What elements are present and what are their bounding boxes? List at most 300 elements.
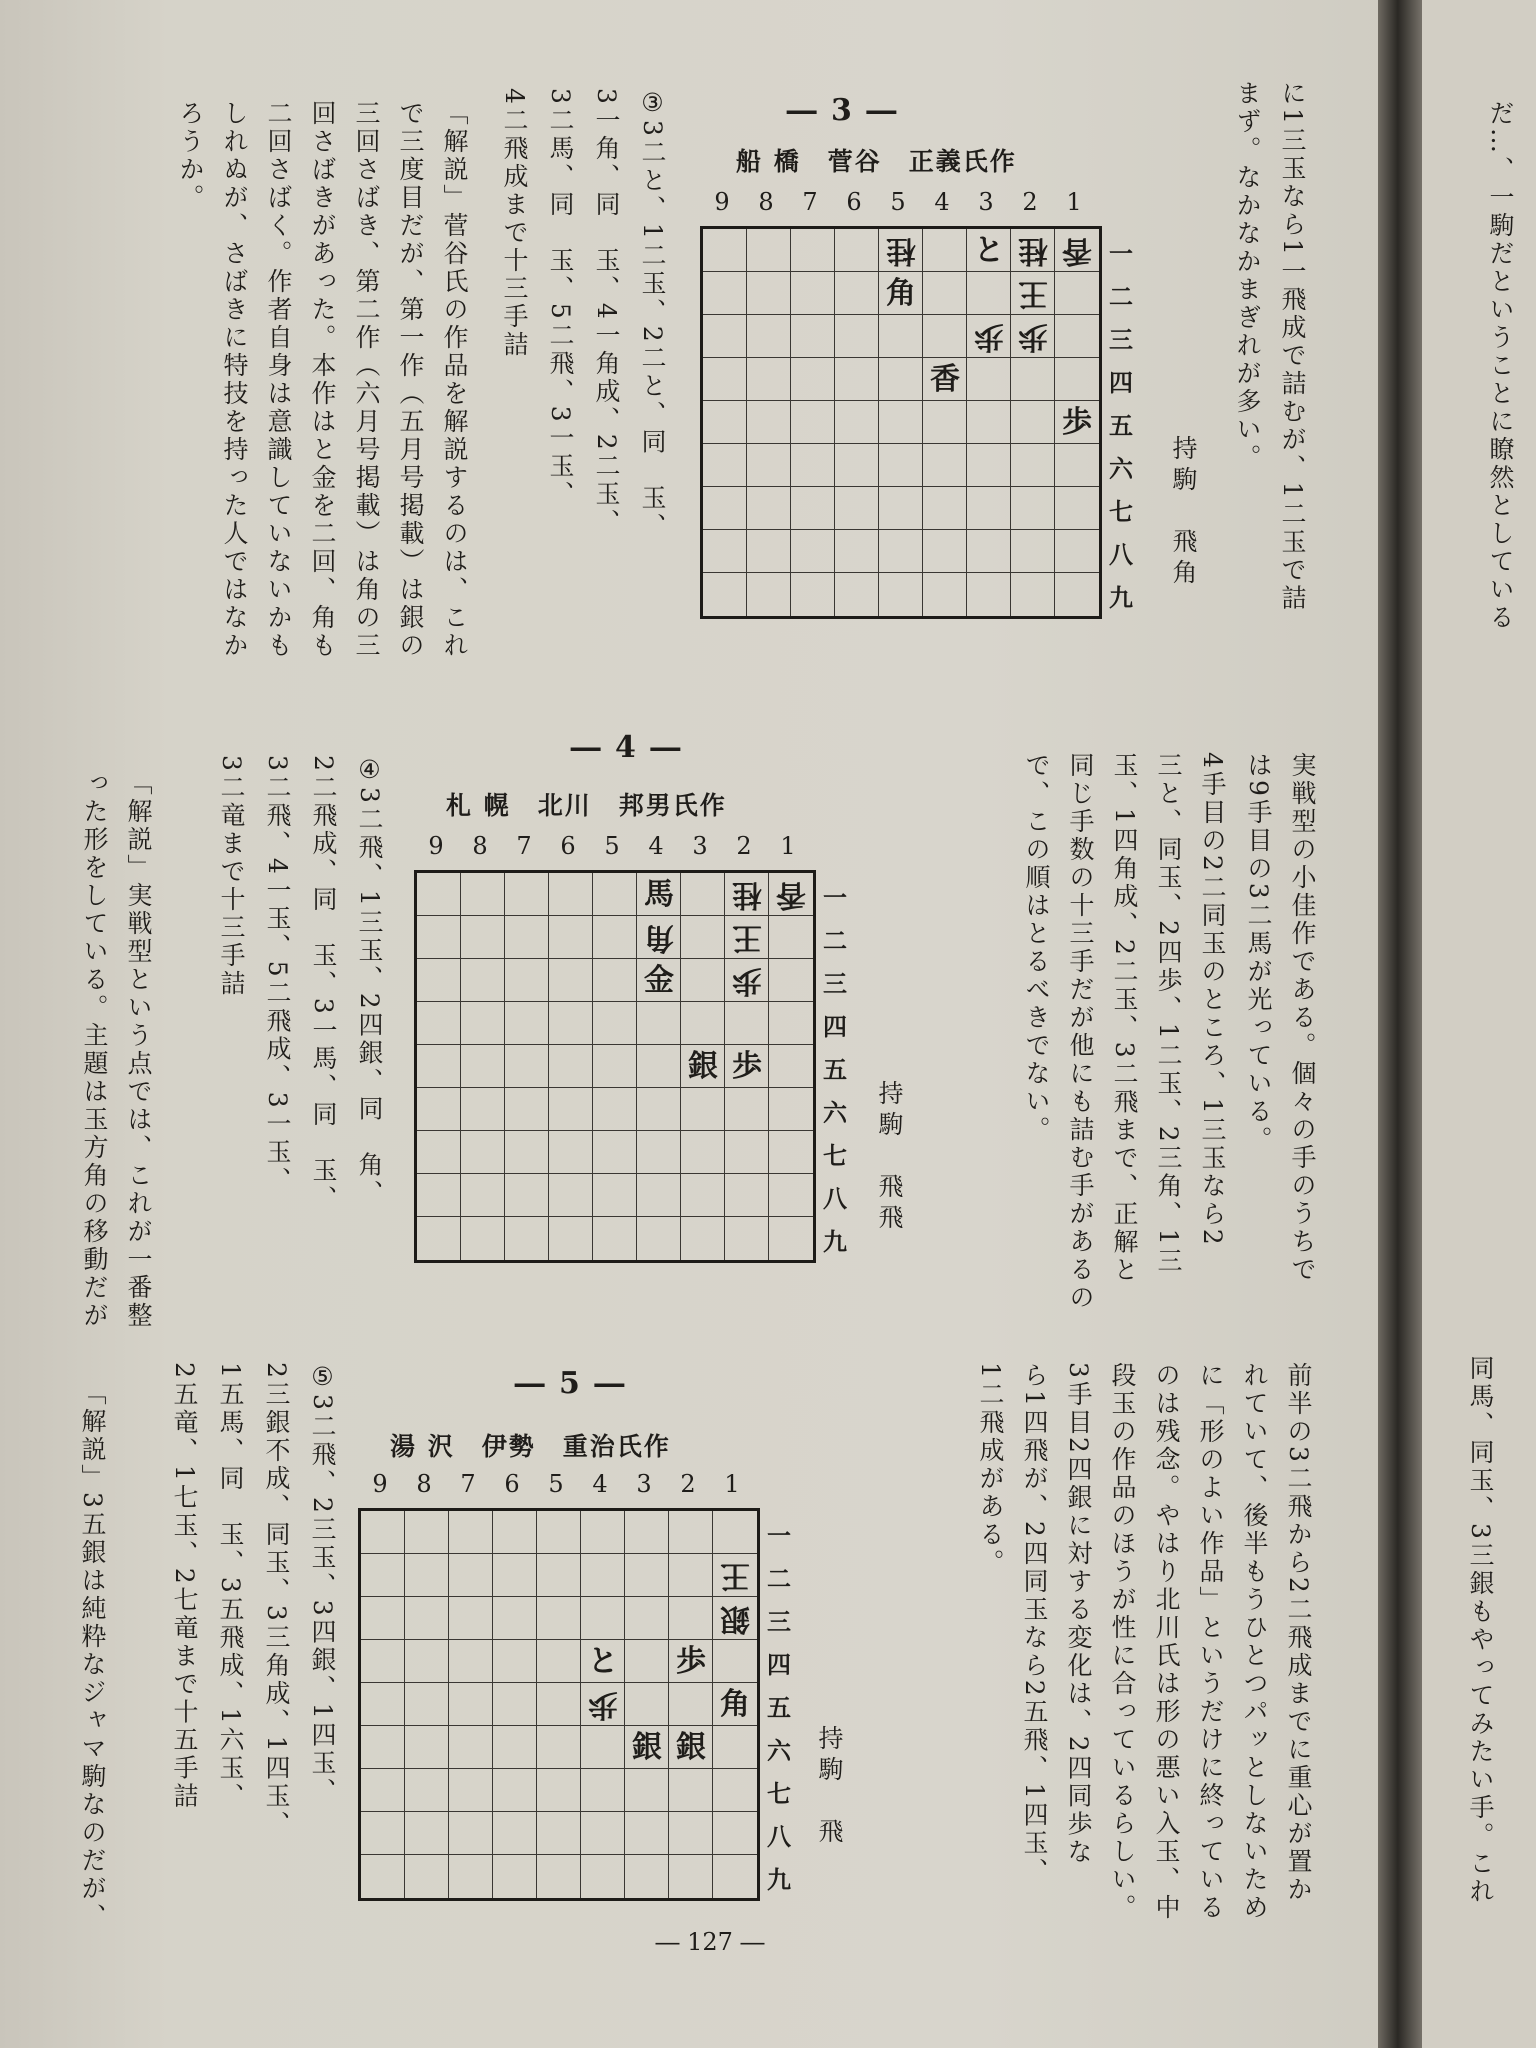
sol3-line: 三回さばき、第二作（六月号掲載）は角の三 [352,100,381,660]
shogi-piece: 歩 [732,1049,762,1084]
board-square [417,1088,461,1131]
file-label: 4 [592,1470,608,1498]
board-square [581,1855,625,1898]
board-square [1011,487,1055,530]
board-square [581,1554,625,1597]
left_columns-line: のは残念。やはり北川氏は形の悪い入玉、中 [1152,1362,1181,1922]
board-square [835,401,879,444]
board-square [549,1131,593,1174]
board-square [549,1217,593,1260]
board-square [405,1769,449,1812]
board-square [747,573,791,616]
rank-label: 九 [823,1227,847,1256]
board-square [505,1088,549,1131]
board-square [549,959,593,1002]
board-square [593,1174,637,1217]
board-square [835,229,879,272]
board-square [593,1002,637,1045]
board-square [669,1769,713,1812]
board-square [791,487,835,530]
board-square [405,1855,449,1898]
board-square [625,1683,669,1726]
board-square [505,916,549,959]
file-label: 2 [736,832,752,860]
sol3-line: で三度目だが、第一作（五月号掲載）は銀の [396,100,425,660]
board-square [747,315,791,358]
board-square [747,530,791,573]
file-label: 7 [516,832,532,860]
mochi-pieces: 飛角 [1169,528,1198,590]
left_columns-line: まず。なかなかまぎれが多い。 [1233,80,1262,472]
board-square [747,487,791,530]
left_columns-line: は9手目の3二馬が光っている。 [1244,752,1273,1154]
board-square [493,1683,537,1726]
rank-label: 九 [767,1865,791,1894]
file-label: 5 [548,1470,564,1498]
file-label: 7 [460,1470,476,1498]
board-square [791,358,835,401]
rank-label: 八 [1109,540,1133,569]
board-square [637,1217,681,1260]
board-square [549,873,593,916]
board-square [549,1174,593,1217]
board-square [361,1597,405,1640]
board-square [461,1088,505,1131]
board-square [505,1217,549,1260]
file-label: 6 [846,188,862,216]
sol4-line: 3二竜まで十三手詰 [217,755,246,998]
board-square [669,1812,713,1855]
board-square [713,1812,757,1855]
board-square [405,1597,449,1640]
board-square [461,1174,505,1217]
board-square [505,1131,549,1174]
board-square [835,272,879,315]
board-square [879,487,923,530]
pieces-in-hand [871,1080,907,1235]
board-square [923,530,967,573]
file-label: 5 [604,832,620,860]
board-square [791,272,835,315]
problem-author: 湯 沢 伊勢 重治氏作 [390,1432,671,1461]
board-square [967,401,1011,444]
pieces-in-hand [1165,435,1201,590]
board-square [625,1640,669,1683]
rank-label: 一 [767,1521,791,1550]
board-square [879,530,923,573]
board-square [669,1683,713,1726]
rank-label: 六 [1109,454,1133,483]
board-square [967,487,1011,530]
board-square [405,1511,449,1554]
board-square [669,1554,713,1597]
rank-label: 三 [767,1607,791,1636]
board-square [581,1511,625,1554]
board-square [923,229,967,272]
board-square [417,1002,461,1045]
left_columns-line: ら1四飛が、2四同玉なら2五飛、1四玉、 [1020,1362,1049,1886]
left_columns-line: 同じ手数の十三手だが他にも詰む手があるの [1066,752,1095,1312]
board-square [713,1640,757,1683]
shogi-piece: 角 [886,276,916,311]
board-square [681,1174,725,1217]
file-label: 9 [428,832,444,860]
shogi-piece: 歩 [1062,405,1092,440]
sol3-line: 3二馬、同 玉、5二飛、3一玉、 [546,88,575,509]
board-square [703,272,747,315]
board-square [493,1726,537,1769]
board-square [703,444,747,487]
board-square [493,1812,537,1855]
board-square [361,1769,405,1812]
left_columns-line: 前半の3二飛から2二飛成までに重心が置か [1284,1362,1313,1904]
board-square [449,1855,493,1898]
board-square [449,1683,493,1726]
rank-label: 一 [1109,239,1133,268]
pieces-in-hand [811,1725,847,1849]
rank-label: 六 [823,1098,847,1127]
board-square [493,1769,537,1812]
board-square [879,358,923,401]
board-square [747,229,791,272]
left_columns-line: 三と、同玉、2四歩、1二玉、2三角、1三 [1154,752,1183,1276]
board-square [505,1045,549,1088]
board-square [835,358,879,401]
board-square [835,444,879,487]
shogi-piece: 銀 [688,1049,718,1084]
file-label: 4 [934,188,950,216]
board-square [1011,444,1055,487]
shogi-piece: 角 [720,1687,750,1722]
board-square [681,959,725,1002]
board-square [769,916,813,959]
sol3-line: しれぬが、さばきに特技を持った人ではなか [220,100,249,660]
file-label: 2 [1022,188,1038,216]
rank-label: 二 [767,1564,791,1593]
board-square [361,1683,405,1726]
board-square [361,1812,405,1855]
shogi-piece: 王 [720,1558,750,1593]
board-square [405,1726,449,1769]
board-square [1055,573,1099,616]
board-square [537,1855,581,1898]
board-square [725,1217,769,1260]
board-square [703,315,747,358]
board-square [747,401,791,444]
shogi-piece: 歩 [732,963,762,998]
board-square [537,1683,581,1726]
board-square [637,1174,681,1217]
file-label: 9 [714,188,730,216]
board-square [493,1597,537,1640]
mochi-label: 持駒 [815,1725,844,1787]
board-square [581,1769,625,1812]
board-square [417,1045,461,1088]
board-square [461,1217,505,1260]
next-page-top-text: だ…、一駒だということに瞭然としている [1486,100,1515,632]
problem-number: ― 5 ― [514,1366,627,1401]
board-square [923,444,967,487]
left_columns-line: 段玉の作品のほうが性に合っているらしい。 [1108,1362,1137,1922]
board-square [923,573,967,616]
board-square [461,873,505,916]
board-square [879,315,923,358]
page-number: ― 127 ― [655,1928,765,1956]
file-label: 6 [560,832,576,860]
shogi-piece: 王 [1018,276,1048,311]
board-square [713,1855,757,1898]
sol3-line: 3一角、同 玉、4一角成、2二玉、 [592,88,621,537]
board-square [593,1088,637,1131]
next-page-edge [1422,0,1536,2048]
board-square [835,487,879,530]
board-square [581,1812,625,1855]
sol3-line: ③3二と、1二玉、2二と、同 玉、 [638,88,667,541]
left_columns-line: 3手目2四銀に対する変化は、2四同歩な [1064,1362,1093,1867]
board-square [791,444,835,487]
board-square [593,1217,637,1260]
board-square [537,1812,581,1855]
board-square [417,916,461,959]
board-square [593,873,637,916]
board-square [681,916,725,959]
board-square [681,1002,725,1045]
shogi-piece: 香 [1062,233,1092,268]
problem-author: 船 橋 菅谷 正義氏作 [736,147,1017,176]
file-label: 3 [692,832,708,860]
board-square [1055,358,1099,401]
file-label: 7 [802,188,818,216]
sol4-line: 3二飛、4一玉、5二飛成、3一玉、 [263,755,292,1195]
board-square [461,916,505,959]
file-label: 1 [1066,188,1082,216]
file-label: 2 [680,1470,696,1498]
board-square [791,229,835,272]
board-square [505,1002,549,1045]
rank-label: 七 [1109,497,1133,526]
left_columns-line: で、この順はとるべきでない。 [1022,752,1051,1144]
board-square [1055,272,1099,315]
board-square [625,1554,669,1597]
board-square [747,272,791,315]
board-square [1011,573,1055,616]
board-square [879,444,923,487]
board-square [835,530,879,573]
board-square [549,916,593,959]
board-square [791,530,835,573]
board-square [361,1855,405,1898]
rank-label: 八 [823,1184,847,1213]
rank-label: 四 [767,1650,791,1679]
rank-label: 三 [823,969,847,998]
file-label: 4 [648,832,664,860]
sol4-line: 2二飛成、同 玉、3一馬、同 玉、 [309,755,338,1213]
board-square [361,1640,405,1683]
rank-label: 八 [767,1822,791,1851]
mochi-label: 持駒 [875,1080,904,1142]
board-square [923,487,967,530]
board-square [625,1855,669,1898]
shogi-piece: 馬 [644,877,674,912]
board-square [549,1002,593,1045]
board-square [769,1088,813,1131]
shogi-piece: と [974,233,1004,268]
left_columns-line: 実戦型の小佳作である。個々の手のうちで [1288,752,1317,1284]
mochi-pieces: 飛 [815,1818,844,1849]
board-square [417,1131,461,1174]
board-square [537,1769,581,1812]
shogi-board [700,226,1102,619]
problem-author: 札 幌 北川 邦男氏作 [446,791,727,820]
problem-number: ― 3 ― [786,93,899,128]
board-square [967,573,1011,616]
board-square [769,1045,813,1088]
board-square [637,1088,681,1131]
board-square [581,1597,625,1640]
file-label: 8 [416,1470,432,1498]
file-label: 5 [890,188,906,216]
shogi-piece: 歩 [588,1687,618,1722]
board-square [747,444,791,487]
board-square [835,573,879,616]
board-square [637,1002,681,1045]
board-square [461,1045,505,1088]
board-square [417,959,461,1002]
board-square [669,1511,713,1554]
board-square [449,1812,493,1855]
rank-label: 二 [823,926,847,955]
board-square [725,1131,769,1174]
board-square [769,959,813,1002]
rank-label: 九 [1109,583,1133,612]
rank-label: 五 [1109,411,1133,440]
shogi-piece: 桂 [1018,233,1048,268]
board-square [703,401,747,444]
board-square [493,1511,537,1554]
board-square [835,315,879,358]
board-square [537,1640,581,1683]
board-square [703,487,747,530]
board-square [537,1597,581,1640]
left_columns-line: 4手目の2二同玉のところ、1三玉なら2 [1198,752,1227,1248]
board-square [681,1088,725,1131]
board-square [681,873,725,916]
sol3-line: ろうか。 [176,100,205,212]
board-square [449,1554,493,1597]
board-square [713,1769,757,1812]
rank-label: 四 [1109,368,1133,397]
left_columns-line: 玉、1四角成、2二玉、3二飛まで、正解と [1110,752,1139,1285]
board-square [769,1002,813,1045]
board-square [593,916,637,959]
shogi-piece: 王 [732,920,762,955]
board-square [593,1131,637,1174]
board-square [769,1217,813,1260]
board-square [537,1511,581,1554]
file-label: 8 [758,188,774,216]
sol5-line: 「解説」3五銀は純粋なジャマ駒なのだが、 [78,1380,107,1931]
board-square [593,959,637,1002]
board-square [923,272,967,315]
file-label: 8 [472,832,488,860]
board-square [405,1683,449,1726]
board-square [461,1002,505,1045]
shogi-piece: 歩 [676,1644,706,1679]
board-square [625,1812,669,1855]
board-square [593,1045,637,1088]
file-label: 3 [636,1470,652,1498]
board-square [703,573,747,616]
board-square [703,358,747,401]
board-square [1055,487,1099,530]
left_columns-line: に「形のよい作品」というだけに終っている [1196,1362,1225,1922]
board-square [625,1597,669,1640]
file-label: 1 [780,832,796,860]
board-square [505,873,549,916]
board-square [449,1769,493,1812]
shogi-board [358,1508,760,1901]
left_columns-line: 1二飛成がある。 [976,1362,1005,1577]
problem-number: ― 4 ― [570,730,683,765]
shogi-piece: 香 [930,362,960,397]
sol5-line: 1五馬、同 玉、3五飛成、1六玉、 [216,1362,245,1811]
board-square [449,1640,493,1683]
rank-label: 四 [823,1012,847,1041]
rank-label: 五 [823,1055,847,1084]
board-square [681,1217,725,1260]
left_columns-line: に1三玉なら1一飛成で詰むが、1二玉で詰 [1278,80,1307,613]
rank-label: 七 [823,1141,847,1170]
board-square [461,959,505,1002]
board-square [725,1002,769,1045]
next-page-bottom-text: 同馬、同玉、3三銀もやってみたい手。これ [1466,1355,1495,1906]
board-square [967,358,1011,401]
rank-label: 六 [767,1736,791,1765]
board-square [967,530,1011,573]
board-square [493,1554,537,1597]
sol3-line: 「解説」菅谷氏の作品を解説するのは、これ [440,100,469,660]
board-square [1055,315,1099,358]
board-square [703,530,747,573]
shogi-piece: 香 [776,877,806,912]
file-label: 6 [504,1470,520,1498]
shogi-piece: 桂 [886,233,916,268]
shogi-piece: 歩 [1018,319,1048,354]
board-square [725,1174,769,1217]
board-square [1055,444,1099,487]
board-square [505,959,549,1002]
board-square [361,1726,405,1769]
shogi-piece: と [588,1644,618,1679]
sol5-line: 2三銀不成、同玉、3三角成、1四玉、 [262,1362,291,1839]
board-square [747,358,791,401]
board-square [725,1088,769,1131]
board-square [549,1088,593,1131]
board-square [449,1597,493,1640]
board-square [769,1174,813,1217]
board-square [669,1597,713,1640]
sol5-line: 2五竜、1七玉、2七竜まで十五手詰 [170,1362,199,1811]
board-square [879,573,923,616]
shogi-piece: 銀 [632,1730,662,1765]
file-label: 3 [978,188,994,216]
board-square [405,1640,449,1683]
mochi-pieces: 飛飛 [875,1173,904,1235]
board-square [625,1769,669,1812]
board-square [405,1554,449,1597]
left_columns-line: れていて、後半もうひとつパッとしないため [1240,1362,1269,1922]
rank-label: 五 [767,1693,791,1722]
